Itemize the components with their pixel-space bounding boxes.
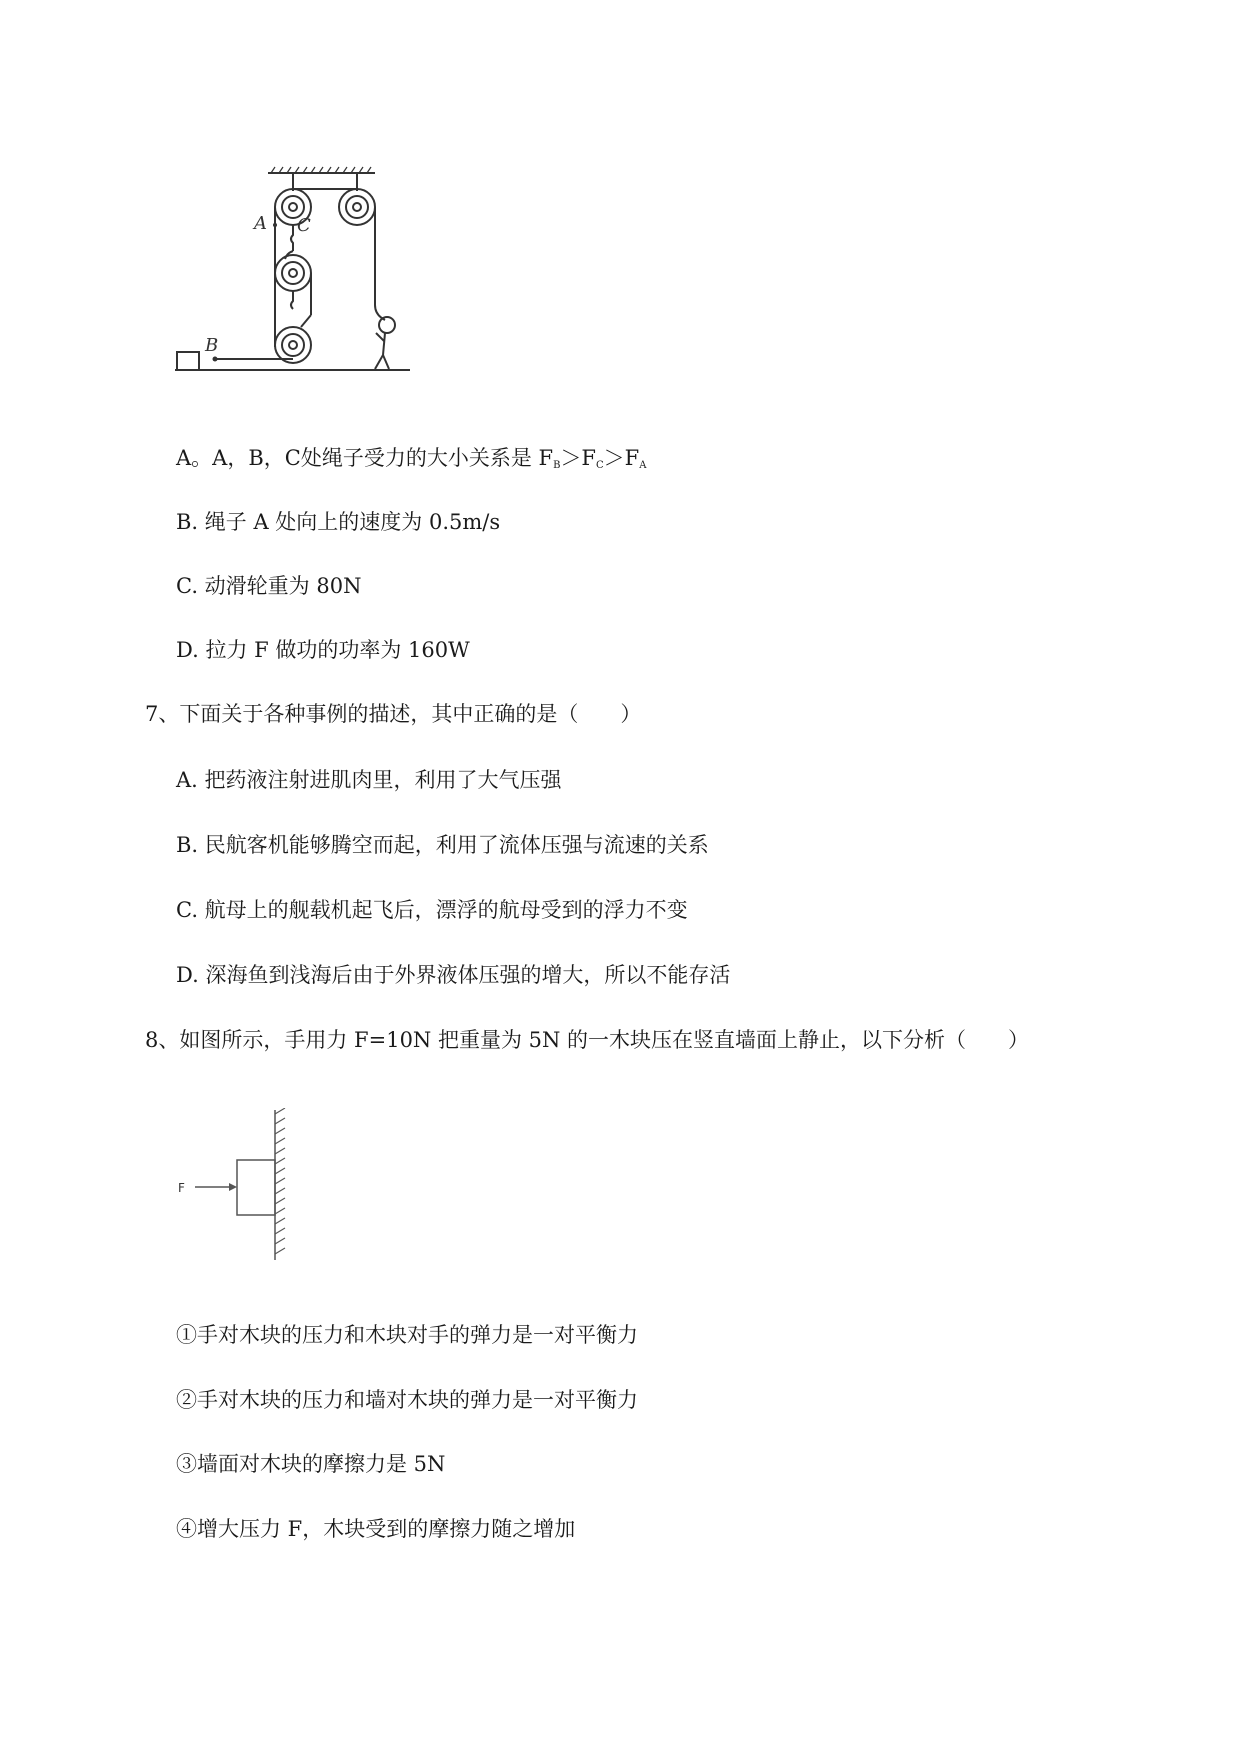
q6-option-a — [176, 443, 646, 481]
q8-statement-4: ④增大压力 F，木块受到的摩擦力随之增加 — [176, 1517, 576, 1541]
label-b: B — [205, 335, 219, 356]
force-label: F — [178, 1181, 185, 1195]
q6-option-a-text: A。A，B，C处绳子受力的大小关系是 F — [176, 446, 554, 470]
label-c: C — [297, 215, 311, 236]
label-a: A — [254, 213, 267, 234]
q6-option-b: B. 绳子 A 处向上的速度为 0.5m/s — [176, 510, 501, 534]
q8-statement-2: ②手对木块的压力和墙对木块的弹力是一对平衡力 — [176, 1388, 638, 1412]
q8-stem: 8、如图所示，手用力 F=10N 把重量为 5N 的一木块压在竖直墙面上静止，以下分析（ ） — [145, 1028, 1030, 1052]
subscript-c: C — [596, 460, 604, 471]
q6-option-c: C. 动滑轮重为 80N — [176, 574, 362, 598]
subscript-a: A — [639, 460, 647, 471]
q7-option-c: C. 航母上的舰载机起飞后，漂浮的航母受到的浮力不变 — [176, 898, 688, 922]
q8-statement-1: ①手对木块的压力和木块对手的弹力是一对平衡力 — [176, 1323, 638, 1347]
q7-option-b: B. 民航客机能够腾空而起，利用了流体压强与流速的关系 — [176, 833, 709, 857]
q8-statement-3: ③墙面对木块的摩擦力是 5N — [176, 1452, 446, 1476]
q7-stem: 7、下面关于各种事例的描述，其中正确的是（ ） — [145, 702, 642, 726]
q7-option-a: A. 把药液注射进肌肉里，利用了大气压强 — [176, 768, 562, 792]
gt-sign-2: ＞F — [603, 446, 640, 470]
pulley-system-figure — [175, 165, 435, 405]
q6-option-d: D. 拉力 F 做功的功率为 160W — [176, 638, 470, 662]
q7-option-d: D. 深海鱼到浅海后由于外界液体压强的增大，所以不能存活 — [176, 963, 731, 987]
block-wall-figure — [175, 1108, 305, 1268]
gt-sign-1: ＞F — [560, 446, 597, 470]
subscript-b: B — [553, 460, 561, 471]
